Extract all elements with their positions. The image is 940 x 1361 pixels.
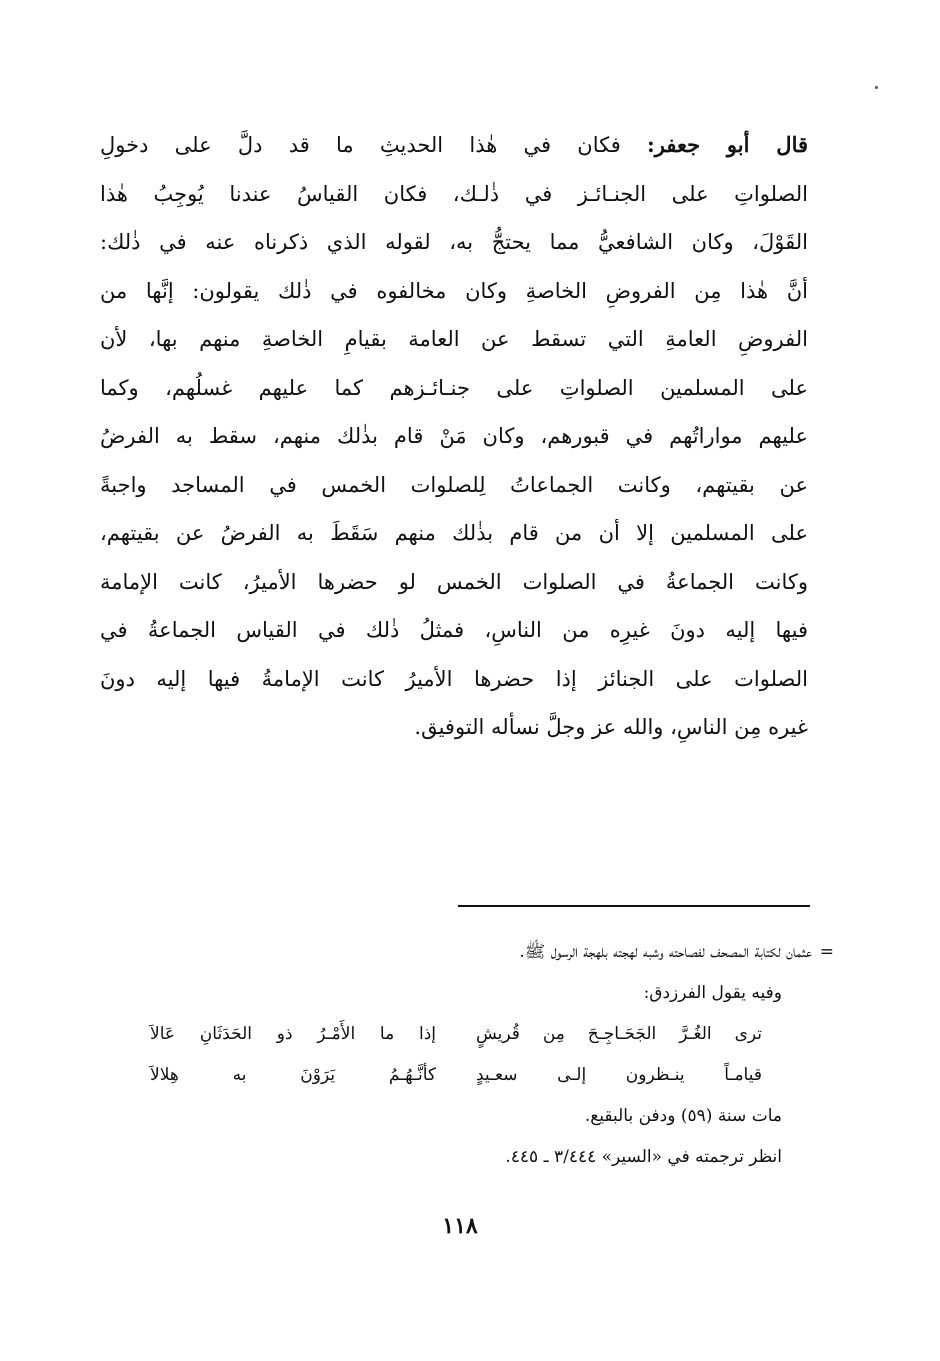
footnote-text: عثمان لكتابة المصحف لفصاحته وشبه لهجته بلهجة الرسول ﷺ.	[519, 942, 812, 962]
text-line: على المسلمين الصلواتِ على جنـائـزهم كما عليهم غسلُهم، وكما	[100, 375, 808, 400]
main-text	[100, 121, 808, 752]
text-line: الصلوات على الجنائز إذا حضرها الأميرُ كانت الإمامةُ فيها إليه دونَ	[100, 666, 808, 691]
footnote-continuation	[150, 932, 834, 973]
footnote-separator	[458, 905, 810, 907]
text-line: أنَّ هٰذا مِن الفروضِ الخاصةِ وكان مخالفوه في ذٰلك يقولون: إنَّها من	[100, 278, 808, 303]
page-number: ١١٨	[442, 1213, 478, 1239]
margin-dot	[875, 86, 878, 89]
poem-intro: وفيه يقول الفرزدق:	[643, 983, 782, 1003]
text-line: القَوْلَ، وكان الشافعيُّ مما يحتجُّ به، لقوله الذي ذكرناه عنه في ذٰلك:	[100, 230, 808, 254]
poem-verse	[150, 1014, 812, 1055]
poem-verse	[150, 1055, 812, 1096]
continuation-marker: =	[819, 942, 834, 962]
line-text: فكان في هٰذا الحديثِ ما قد دلَّ على دخولِ	[100, 133, 621, 157]
reference-note: انظر ترجمته في «السير» ٣/٤٤٤ ـ ٤٤٥.	[505, 1147, 782, 1167]
text-line: فيها إليه دونَ غيرِه من الناسِ، فمثلُ ذٰلك في القياس الجماعةُ في	[100, 618, 808, 642]
verse-first-hemistich: ترى الغُـرَّ الجَحَـاجِـحَ مِن قُريشٍ	[476, 1024, 762, 1044]
verse-second-hemistich: إذا ما الأَمْـرُ ذو الحَدَثَانِ عَالاَ	[150, 1024, 436, 1044]
verse-second-hemistich: كأنَّـهُـمُ يَرَوْنَ به هِلالاَ	[150, 1065, 436, 1085]
text-line: وكانت الجماعةُ في الصلوات الخمس لو حضرها الأميرُ، كانت الإمامة	[100, 569, 808, 594]
text-line: الفروضِ العامةِ التي تسقط عن العامة بقيامِ الخاصةِ منهم بها، لأن	[100, 327, 808, 351]
text-line: عليهم مواراتُهم في قبورهم، وكان مَنْ قام بذٰلك منهم، سقط به الفرضُ	[100, 424, 808, 448]
text-line: الصلواتِ على الجنـائـز في ذٰلـك، فكان القياسُ عندنا يُوجِبُ هٰذا	[100, 181, 808, 206]
death-note: مات سنة (٥٩) ودفن بالبقيع.	[584, 1106, 782, 1126]
footnotes	[150, 932, 834, 1178]
lead-phrase: قال أبو جعفر:	[646, 132, 808, 157]
text-line: على المسلمين إلا أن من قام بذٰلك منهم سَقَطَ به الفرضُ عن بقيتهم،	[100, 521, 808, 545]
verse-first-hemistich: قيامـاً ينـظرون إلـى سعـيدٍ	[476, 1065, 762, 1085]
text-line: عن بقيتهم، وكانت الجماعاتُ لِلصلوات الخمس في المساجد واجبةً	[100, 472, 808, 497]
text-line: غيره مِن الناسِ، والله عز وجلَّ نسأله التوفيق.	[414, 715, 808, 739]
text-line	[100, 121, 808, 170]
